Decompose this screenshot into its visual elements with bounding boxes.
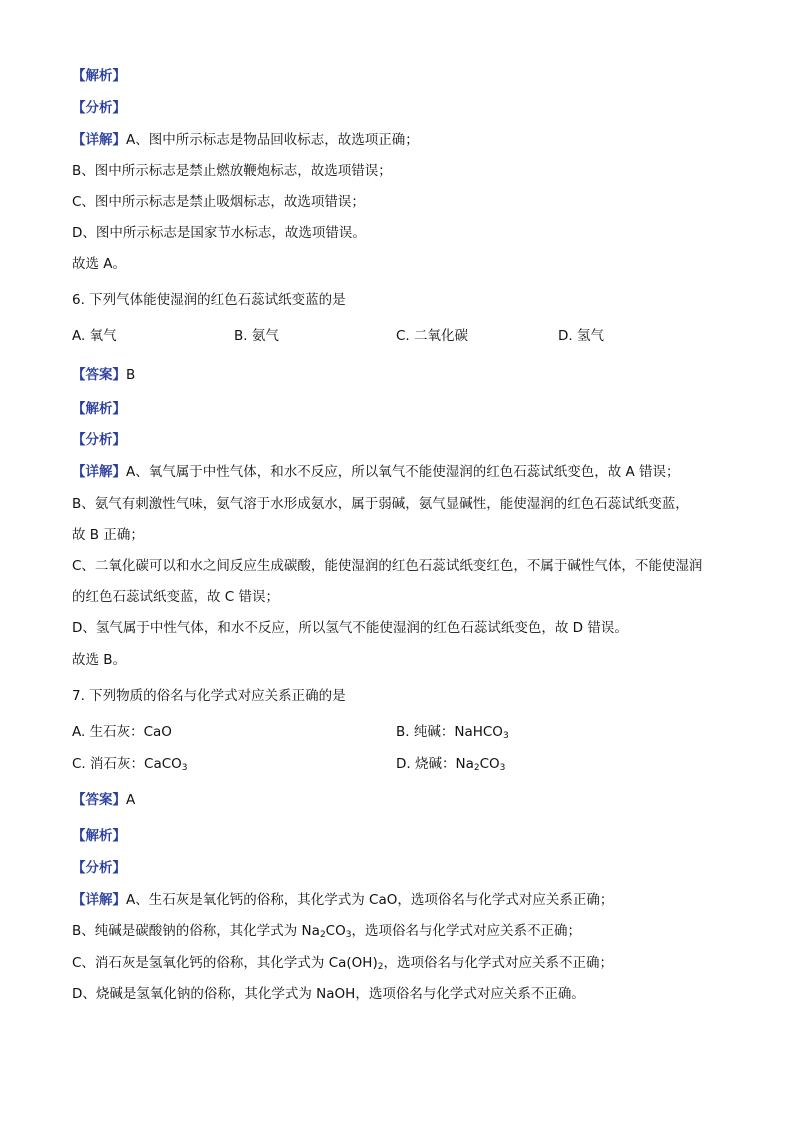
q6-detail-a <box>72 462 732 482</box>
q6-option-a: A. 氧气 <box>72 328 117 344</box>
q7-option-c-subscript: 3 <box>181 763 188 773</box>
q7-option-b <box>396 722 509 742</box>
q7-option-d-formula-2: CO <box>479 756 500 772</box>
jiexi-heading: 【解析】 <box>72 68 126 84</box>
q7-detail-a <box>72 890 732 910</box>
q7-option-d-subscript-1: 2 <box>473 763 480 773</box>
xiangjie-label: 【详解】 <box>72 892 126 908</box>
q6-option-b: B. 氨气 <box>234 328 279 344</box>
answer-label: 【答案】 <box>72 792 126 808</box>
q7-option-a-formula: CaO <box>143 724 172 740</box>
q7-detail-c <box>72 953 732 973</box>
q6-conclusion: 故选 B。 <box>72 652 127 668</box>
q6-question: 6. 下列气体能使湿润的红色石蕊试纸变蓝的是 <box>72 292 346 308</box>
q6-detail-a-text: A、氧气属于中性气体，和水不反应，所以氧气不能使湿润的红色石蕊试纸变色，故 A 错误； <box>126 464 680 480</box>
q5-detail-c: C、图中所示标志是禁止吸烟标志，故选项错误； <box>72 194 365 210</box>
q7-fenxi-heading: 【分析】 <box>72 860 126 876</box>
q5-detail-a <box>72 130 732 150</box>
q7-detail-c-post: ，选项俗名与化学式对应关系不正确； <box>383 955 613 971</box>
q6-detail-b2: 故 B 正确； <box>72 527 144 543</box>
q7-detail-a-text: A、生石灰是氧化钙的俗称，其化学式为 CaO，选项俗名与化学式对应关系正确； <box>126 892 614 908</box>
q7-detail-b-post: ，选项俗名与化学式对应关系不正确； <box>351 923 581 939</box>
q7-option-c-label: C. 消石灰： <box>72 756 145 772</box>
q7-option-d-label: D. 烧碱： <box>396 756 456 772</box>
q6-jiexi-heading: 【解析】 <box>72 401 126 417</box>
q7-option-c-formula: CaCO <box>144 756 182 772</box>
answer-value: A <box>126 792 136 808</box>
q5-detail-d: D、图中所示标志是国家节水标志，故选项错误。 <box>72 225 366 241</box>
q7-option-d-subscript-2: 3 <box>499 763 506 773</box>
answer-value: B <box>126 367 136 383</box>
q7-option-d <box>396 754 505 774</box>
q7-detail-b-sub1: 2 <box>319 930 326 940</box>
q6-fenxi-heading: 【分析】 <box>72 432 126 448</box>
q5-conclusion: 故选 A。 <box>72 256 127 272</box>
q7-question: 7. 下列物质的俗名与化学式对应关系正确的是 <box>72 688 346 704</box>
answer-label: 【答案】 <box>72 367 126 383</box>
xiangjie-label: 【详解】 <box>72 132 126 148</box>
q7-detail-d: D、烧碱是氢氧化钠的俗称，其化学式为 NaOH，选项俗名与化学式对应关系不正确。 <box>72 986 585 1002</box>
q5-detail-a-text: A、图中所示标志是物品回收标志，故选项正确； <box>126 132 419 148</box>
q6-option-c: C. 二氧化碳 <box>396 328 469 344</box>
q7-option-a <box>72 722 172 742</box>
q7-detail-b-pre: B、纯碱是碳酸钠的俗称，其化学式为 Na <box>72 923 320 939</box>
q7-detail-b <box>72 921 732 941</box>
q7-option-a-label: A. 生石灰： <box>72 724 144 740</box>
q6-detail-d: D、氢气属于中性气体，和水不反应，所以氢气不能使湿润的红色石蕊试纸变色，故 D 错误。 <box>72 620 628 636</box>
xiangjie-label: 【详解】 <box>72 464 126 480</box>
q7-jiexi-heading: 【解析】 <box>72 828 126 844</box>
q7-answer <box>72 790 732 810</box>
q6-detail-c1: C、二氧化碳可以和水之间反应生成碳酸，能使湿润的红色石蕊试纸变红色，不属于碱性气体，不能使湿润 <box>72 558 703 574</box>
q7-option-b-subscript: 3 <box>502 731 509 741</box>
q6-answer <box>72 365 732 385</box>
q7-detail-b-sub2: 3 <box>345 930 352 940</box>
q5-detail-b: B、图中所示标志是禁止燃放鞭炮标志，故选项错误； <box>72 163 392 179</box>
fenxi-heading: 【分析】 <box>72 100 126 116</box>
q7-option-d-formula-1: Na <box>455 756 474 772</box>
q7-detail-b-mid: CO <box>325 923 346 939</box>
q6-detail-c2: 的红色石蕊试纸变蓝，故 C 错误； <box>72 589 280 605</box>
q7-detail-c-sub: 2 <box>377 962 384 972</box>
q7-option-b-label: B. 纯碱： <box>396 724 455 740</box>
q7-detail-c-pre: C、消石灰是氢氧化钙的俗称，其化学式为 Ca(OH) <box>72 955 378 971</box>
q7-option-b-formula: NaHCO <box>454 724 503 740</box>
q6-option-d: D. 氢气 <box>558 328 604 344</box>
q6-detail-b1: B、氨气有刺激性气味，氨气溶于水形成氨水，属于弱碱，氨气显碱性，能使湿润的红色石蕊试纸变蓝， <box>72 496 689 512</box>
q7-option-c <box>72 754 188 774</box>
